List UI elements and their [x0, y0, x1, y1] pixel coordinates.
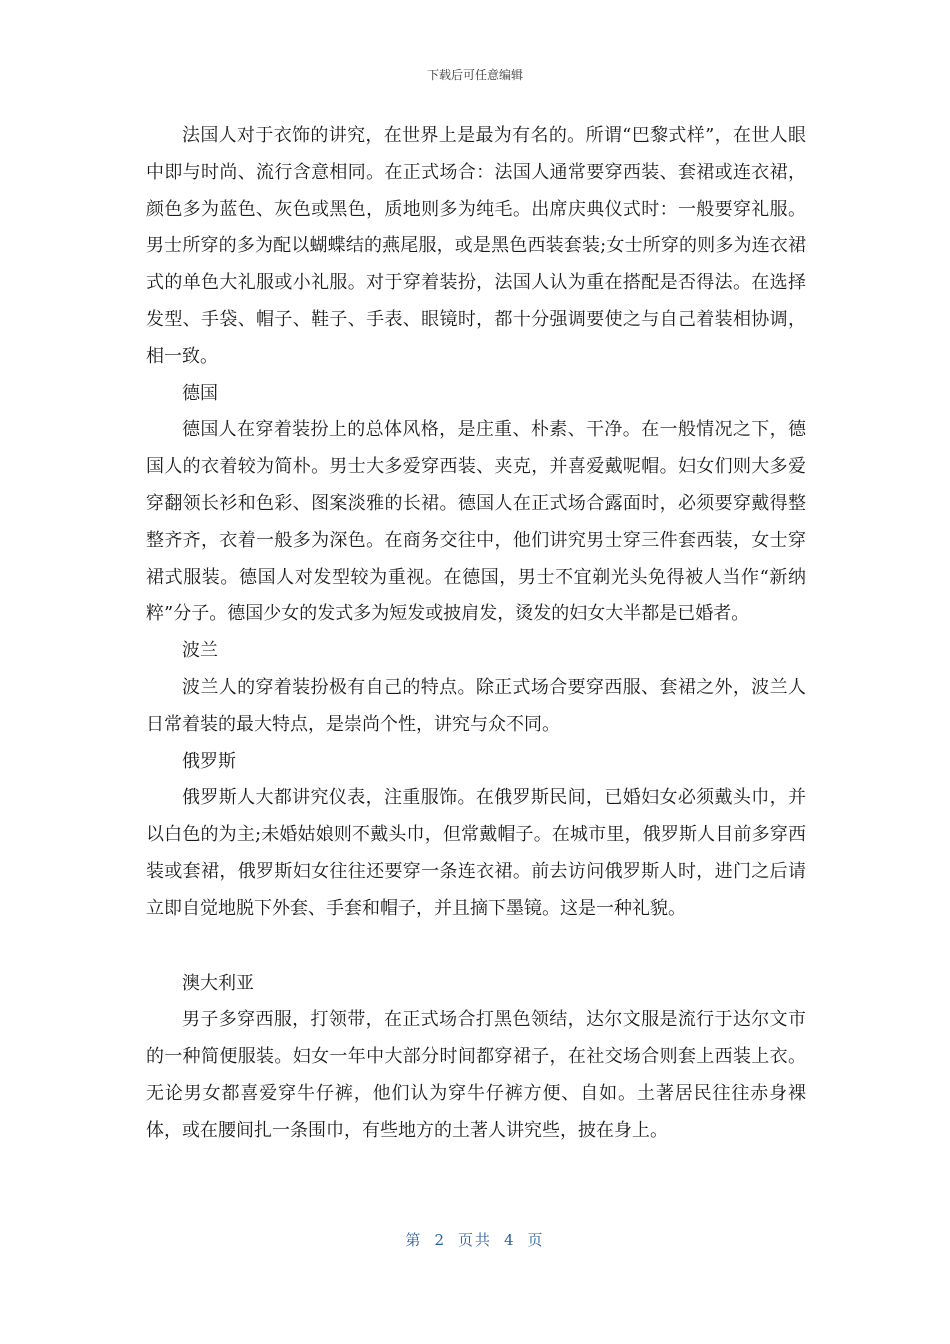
section-title-australia: 澳大利亚 — [182, 972, 254, 994]
paragraph-france: 法国人对于衣饰的讲究，在世界上是最为有名的。所谓“巴黎式样”，在世人眼中即与时尚、流行含意相同。在正式场合：法国人通常要穿西装、套裙或连衣裙，颜色多为蓝色、灰色或黑色，质地则多为纯毛。出席庆典仪式时：一般要穿礼服。男士所穿的多为配以蝴蝶结的燕尾服，或是黑色西装套装;女士所穿的则多为连衣裙式的单色大礼服或小礼服。对于穿着装扮，法国人认为重在搭配是否得法。在选择发型、手袋、帽子、鞋子、手表、眼镜时，都十分强调要使之与自己着装相协调，相一致。 — [146, 125, 806, 367]
paragraph-poland: 波兰人的穿着装扮极有自己的特点。除正式场合要穿西服、套裙之外，波兰人日常着装的最大特点，是崇尚个性，讲究与众不同。 — [146, 676, 806, 735]
section-gap — [146, 928, 806, 966]
page-header: 下载后可任意编辑 — [426, 68, 523, 82]
section-title-poland: 波兰 — [182, 640, 218, 662]
paragraph-australia: 男子多穿西服，打领带，在正式场合打黑色领结，达尔文服是流行于达尔文市的一种简便服装。妇女一年中大部分时间都穿裙子，在社交场合则套上西装上衣。无论男女都喜爱穿牛仔裤，他们认为穿牛仔裤方便、自如。土著居民往往赤身裸体，或在腰间扎一条围巾，有些地方的土著人讲究些，披在身上。 — [146, 1009, 806, 1141]
paragraph-russia: 俄罗斯人大都讲究仪表，注重服饰。在俄罗斯民间，已婚妇女必须戴头巾，并以白色的为主;未婚姑娘则不戴头巾，但常戴帽子。在城市里，俄罗斯人目前多穿西装或套裙，俄罗斯妇女往往还要穿一条连衣裙。前去访问俄罗斯人时，进门之后请立即自觉地脱下外套、手套和帽子，并且摘下墨镜。这是一种礼貌。 — [146, 787, 806, 919]
section-title-germany: 德国 — [182, 382, 218, 404]
page-footer — [0, 1229, 950, 1250]
paragraph-germany: 德国人在穿着装扮上的总体风格，是庄重、朴素、干净。在一般情况之下，德国人的衣着较为简朴。男士大多爱穿西装、夹克，并喜爱戴呢帽。妇女们则大多爱穿翻领长衫和色彩、图案淡雅的长裙。德国人在正式场合露面时，必须要穿戴得整整齐齐，衣着一般多为深色。在商务交往中，他们讲究男士穿三件套西装，女士穿裙式服装。德国人对发型较为重视。在德国，男士不宜剃光头免得被人当作“新纳粹”分子。德国少女的发式多为短发或披肩发，烫发的妇女大半都是已婚者。 — [146, 419, 806, 625]
footer-middle: 页共 — [457, 1231, 492, 1249]
footer-suffix: 页 — [527, 1231, 545, 1249]
footer-total-pages: 4 — [504, 1231, 516, 1249]
footer-current-page: 2 — [434, 1231, 446, 1249]
section-title-russia: 俄罗斯 — [182, 750, 236, 772]
footer-prefix: 第 — [405, 1231, 423, 1249]
document-body — [146, 118, 806, 1150]
